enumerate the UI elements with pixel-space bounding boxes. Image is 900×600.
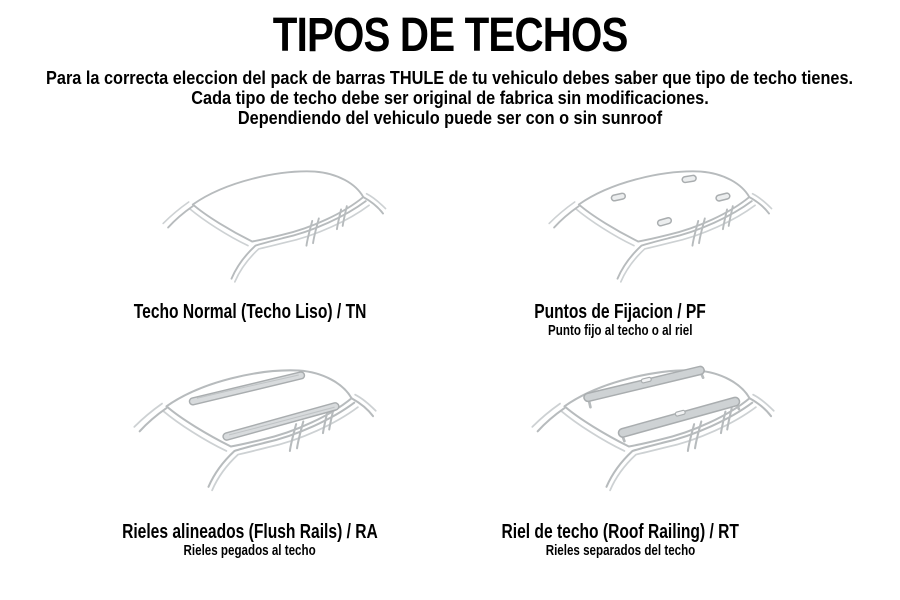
page-header [0,0,900,62]
intro-text [0,68,900,128]
roof-type-sublabel-pf: Punto fijo al techo o al riel [547,323,693,339]
roof-type-label-rt: Riel de techo (Roof Railing) / RT [501,521,739,543]
roof-type-sublabel-rt: Rieles separados del techo [545,543,695,559]
page-title: TIPOS DE TECHOS [272,9,628,62]
smooth-roof-illustration [150,160,397,300]
roof-type-card-pf [400,160,840,340]
roof-type-label-pf: Puntos de Fijacion / PF [534,301,706,323]
raised-rails-roof-illustration [518,358,786,510]
intro-line-3: Dependiendo del vehiculo puede ser con o sin sunroof [237,107,663,128]
roof-type-card-rt [400,358,840,560]
flush-rails-roof-illustration [120,358,388,510]
roof-type-sublabel-ra: Rieles pegados al techo [183,543,317,559]
roof-type-label-ra: Rieles alineados (Flush Rails) / RA [122,521,378,543]
fixed-points-roof-illustration [536,160,783,300]
intro-line-2: Cada tipo de techo debe ser original de fabrica sin modificaciones. [191,87,709,108]
intro-line-1: Para la correcta eleccion del pack de barras THULE de tu vehiculo debes saber que tipo de techo tienes. [46,67,854,88]
roof-type-label-tn: Techo Normal (Techo Liso) / TN [133,301,367,323]
